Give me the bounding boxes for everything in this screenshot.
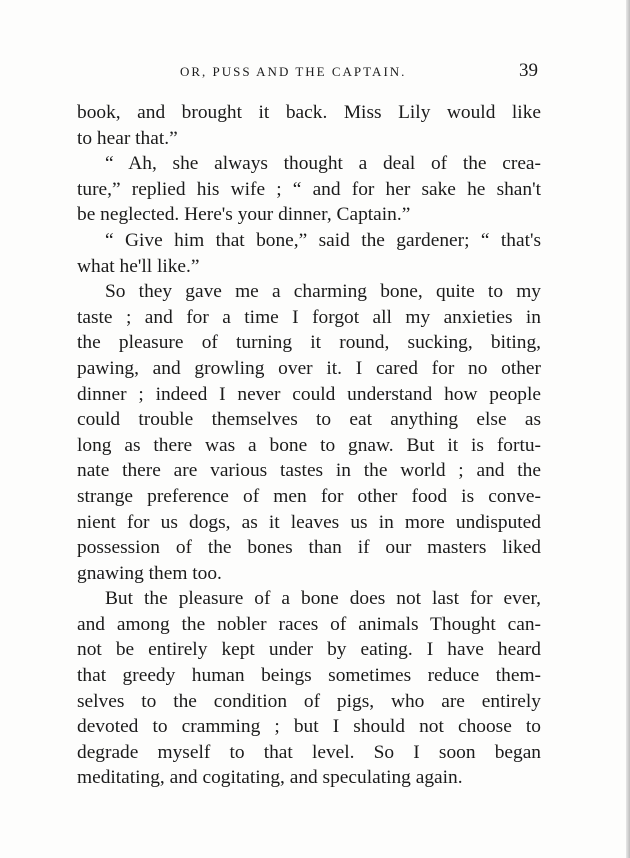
text-line: dinner ; indeed I never could understand how people: [77, 383, 541, 405]
text-line: devoted to cramming ; but I should not choose to: [77, 716, 541, 738]
text-line: what he'll like.”: [77, 255, 200, 277]
text-line: that greedy human beings sometimes reduce them-: [77, 665, 541, 687]
text-line: could trouble themselves to eat anything else as: [77, 409, 541, 431]
text-line: book, and brought it back. Miss Lily would like: [77, 102, 541, 123]
text-line: pawing, and growling over it. I cared for no other: [77, 357, 541, 379]
text-line: But the pleasure of a bone does not last for ever,: [105, 588, 541, 610]
page-edge: [626, 0, 630, 858]
text-line: be neglected. Here's your dinner, Captain.”: [77, 204, 411, 226]
text-line: possession of the bones than if our masters liked: [77, 537, 541, 559]
body-text: [77, 100, 541, 791]
text-line: strange preference of men for other food is conve-: [77, 485, 541, 507]
text-line: taste ; and for a time I forgot all my anxieties in: [77, 306, 541, 328]
page-header: [0, 60, 630, 82]
text-line: nate there are various tastes in the world ; and the: [77, 460, 541, 482]
text-line: and among the nobler races of animals Thought can-: [77, 613, 541, 635]
text-line: selves to the condition of pigs, who are entirely: [77, 690, 541, 712]
running-title: OR, PUSS AND THE CAPTAIN.: [180, 64, 407, 79]
page-number: 39: [519, 60, 538, 81]
text-line: “ Ah, she always thought a deal of the crea-: [105, 153, 541, 175]
text-line: “ Give him that bone,” said the gardener; “ that's: [105, 229, 541, 251]
text-line: nient for us dogs, as it leaves us in more undisputed: [77, 511, 541, 533]
text-line: meditating, and cogitating, and speculating again.: [77, 767, 463, 789]
text-line: gnawing them too.: [77, 562, 222, 584]
text-line: ture,” replied his wife ; “ and for her sake he shan't: [77, 178, 541, 200]
text-line: to hear that.”: [77, 127, 178, 149]
text-line: So they gave me a charming bone, quite to my: [105, 281, 541, 303]
text-line: the pleasure of turning it round, sucking, biting,: [77, 332, 541, 354]
text-line: long as there was a bone to gnaw. But it is fortu-: [77, 434, 541, 456]
text-line: not be entirely kept under by eating. I have heard: [77, 639, 541, 661]
text-line: degrade myself to that level. So I soon began: [77, 741, 541, 763]
